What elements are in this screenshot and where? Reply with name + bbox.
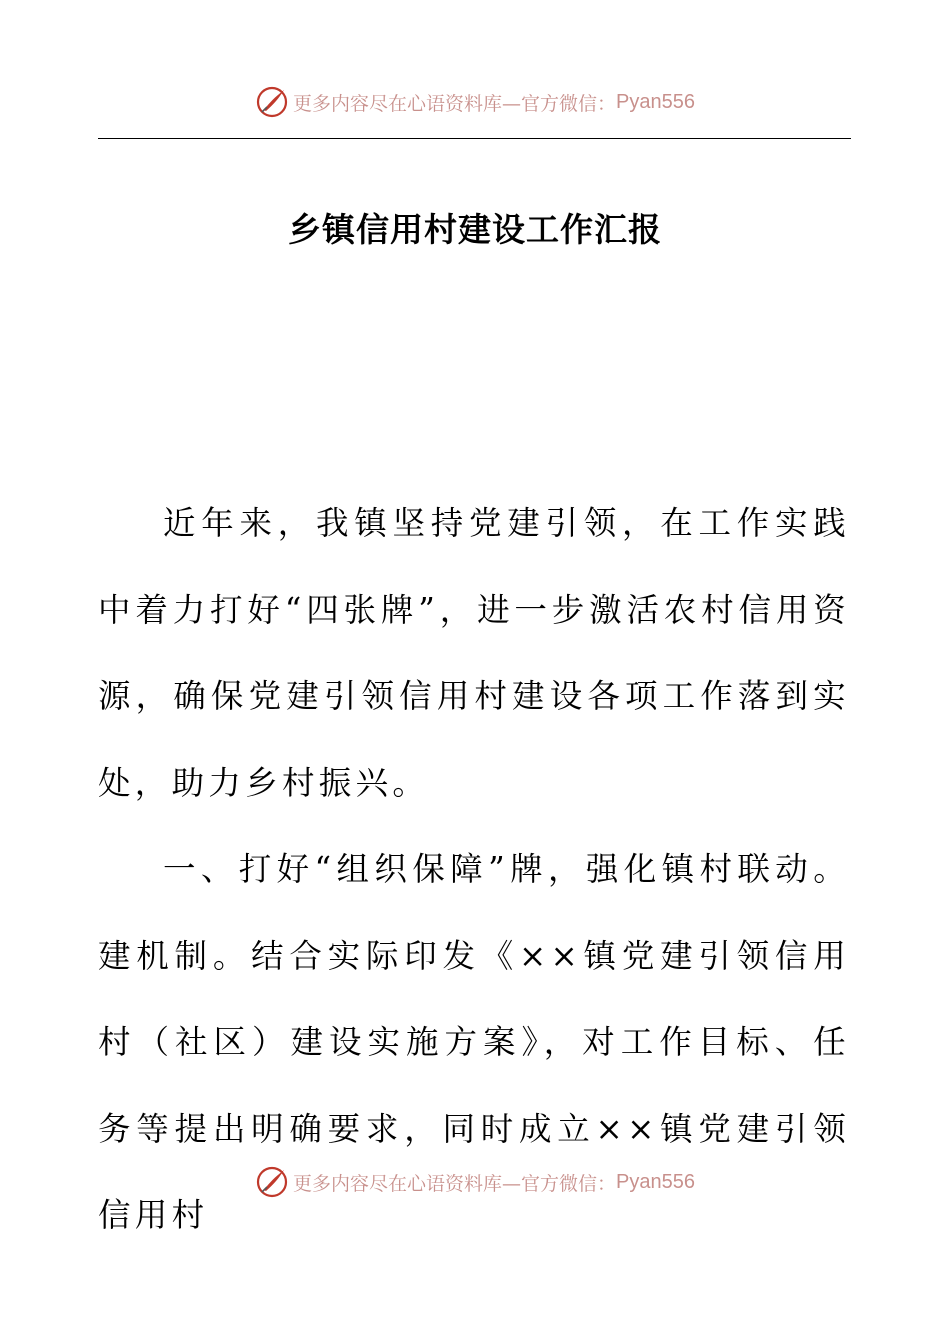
quill-logo-icon [255, 85, 289, 119]
paragraph-intro: 近年来，我镇坚持党建引领，在工作实践中着力打好“四张牌”，进一步激活农村信用资源，确保党建引领信用村建设各项工作落到实处，助力乡村振兴。 [98, 504, 850, 802]
footer-watermark [0, 1162, 950, 1202]
header-divider [98, 138, 851, 139]
footer-watermark-text: 更多内容尽在心语资料库—官方微信： [293, 1172, 617, 1195]
footer-wechat-id: Pyan556 [616, 1170, 695, 1193]
document-title: 乡镇信用村建设工作汇报 [288, 210, 662, 249]
header-wechat-id: Pyan556 [616, 90, 695, 113]
document-body [98, 480, 850, 1259]
quill-logo-icon [255, 1165, 289, 1199]
header-watermark-text: 更多内容尽在心语资料库—官方微信： [293, 92, 617, 115]
header-watermark [0, 82, 950, 122]
paragraph-section-one: 一、打好“组织保障”牌，强化镇村联动。建机制。结合实际印发《××镇党建引领信用村（社区）建设实施方案》，对工作目标、任务等提出明确要求，同时成立××镇党建引领信用村 [98, 850, 850, 1234]
